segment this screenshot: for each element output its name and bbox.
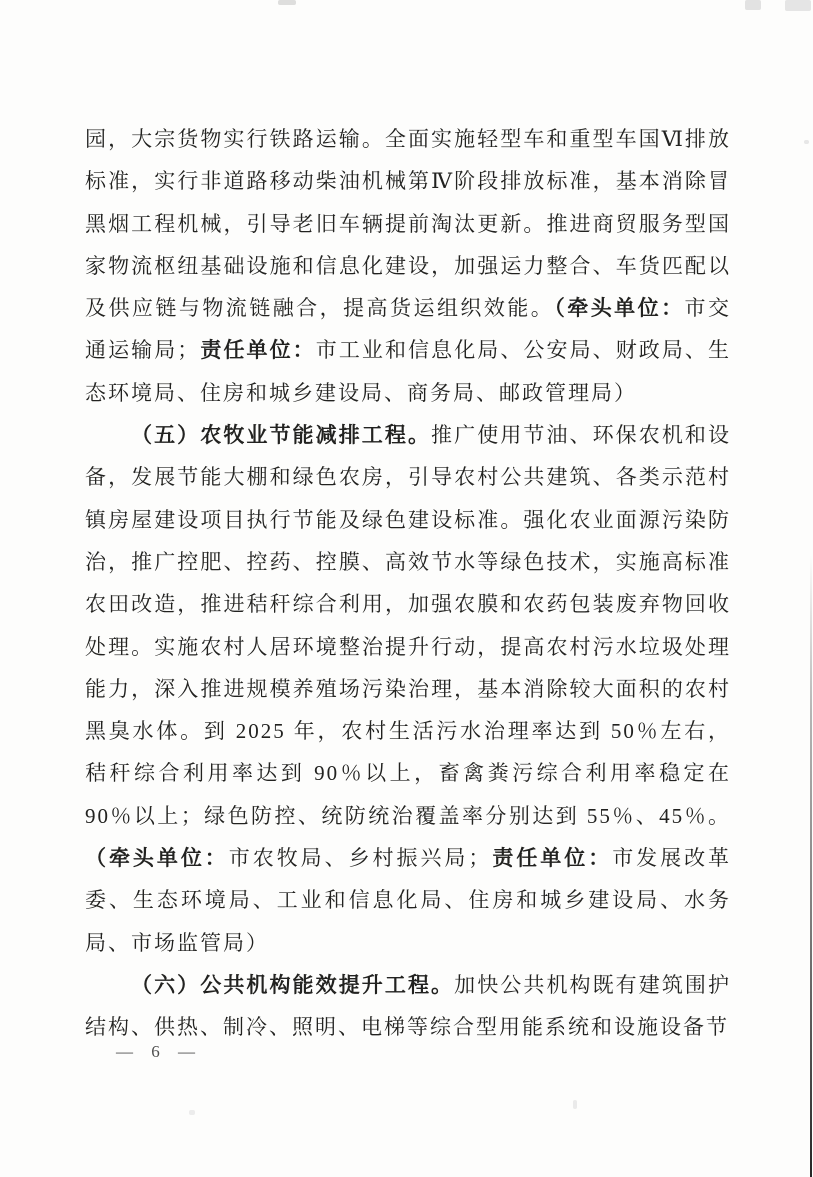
text-run: 园，大宗货物实行铁路运输。全面实施轻型车和重型车国Ⅵ排放标准，实行非道路移动柴油机械第Ⅳ阶段排放标准，基本消除冒黑烟工程机械，引导老旧车辆提前淘汰更新。推进商贸服务型国家物流枢纽基础设施和信息化建设，加强运力整合、车货匹配以及供应链与物流链融合，提高货运组织效能。 [85, 127, 731, 321]
scan-edge-artifact [810, 555, 812, 1177]
scan-speck [785, 0, 811, 11]
bold-run: 责任单位： [200, 338, 316, 363]
text-run: 推广使用节油、环保农机和设备，发展节能大棚和绿色农房，引导农村公共建筑、各类示范村镇房屋建设项目执行节能及绿色建设标准。强化农业面源污染防治，推广控肥、控药、控膜、高效节水等绿色技术，实施高标准农田改造，推进秸秆综合利用，加强农膜和农药包装废弃物回收处理。实施农村人居环境整治提升行动，提高农村污水垃圾处理能力，深入推进规模养殖场污染治理，基本消除较大面积的农村黑臭水体。到 2025 年，农村生活污水治理率达到 50％左右，秸秆综合利用率达到 90％以上，畜禽粪污综合利用率稳定在 90％以上；绿色防控、统防统治覆盖率分别达到 55％、45％。 [85, 423, 732, 828]
text-block [85, 118, 731, 1049]
scan-speck [804, 140, 809, 144]
text-run: 加快公共机构既有建筑围护结构、供热、制冷、照明、电梯等综合型用能系统和设施设备节 [85, 972, 732, 1040]
bold-run: （牵头单位： [85, 846, 229, 871]
text-run: 市农牧局、乡村振兴局； [228, 846, 492, 871]
scan-speck [189, 1110, 195, 1115]
text-run: 市发展改革委、生态环境局、工业和信息化局、住房和城乡建设局、水务局、市场监管局） [85, 846, 732, 955]
bold-run: （五）农牧业节能减排工程。 [131, 423, 432, 448]
bold-run: （六）公共机构能效提升工程。 [131, 972, 455, 997]
paragraph [85, 964, 731, 1049]
bold-run: 责任单位： [491, 846, 613, 871]
bold-run: （牵头单位： [554, 296, 685, 321]
scan-speck [745, 0, 761, 10]
scan-speck [573, 1100, 577, 1109]
page-number: — 6 — [116, 1042, 202, 1061]
text-run: 市交通运输局； [85, 296, 732, 363]
scan-speck [278, 0, 296, 5]
paragraph [85, 118, 731, 414]
text-run: 市工业和信息化局、公安局、财政局、生态环境局、住房和城乡建设局、商务局、邮政管理局） [85, 338, 732, 405]
paragraph [85, 414, 731, 964]
